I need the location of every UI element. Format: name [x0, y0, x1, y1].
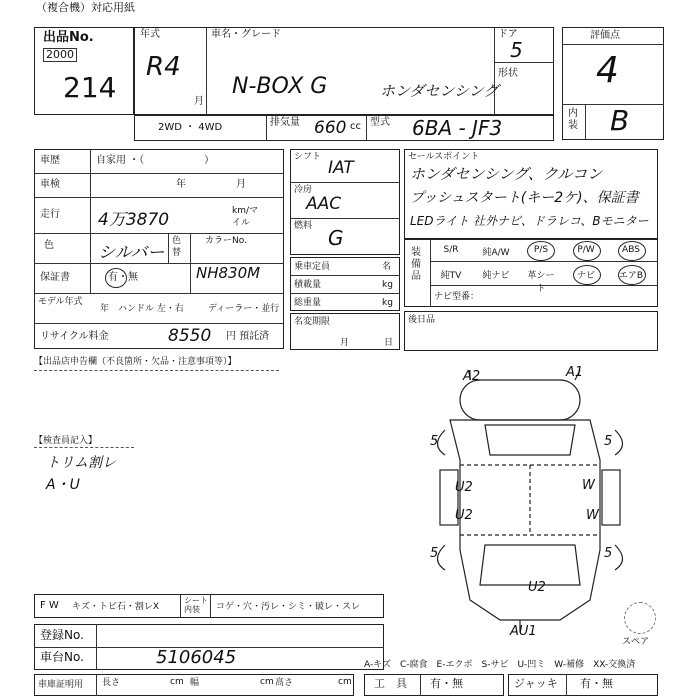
- warranty-circle: [105, 268, 127, 288]
- damage-w-rear: W: [586, 508, 599, 523]
- lot-stamp: 2000: [43, 48, 77, 62]
- aircon-label: 冷房: [294, 185, 313, 195]
- equip-alloy: 純A/W: [482, 248, 510, 258]
- equip-circle-airbag: [618, 265, 646, 285]
- aftermarket-box: [404, 311, 658, 351]
- fuel-value: G: [328, 226, 344, 250]
- equip-pw: P/W: [577, 245, 595, 255]
- door-label: ドア: [498, 29, 518, 40]
- lot-box: [34, 27, 134, 115]
- equip-airbag: エアB: [618, 271, 644, 281]
- model-code-value: 6BA - JF3: [412, 116, 503, 140]
- inspector-label: 【検査員記入】: [34, 436, 98, 446]
- equip-ps: P/S: [533, 245, 549, 255]
- damage-a2: A2: [463, 369, 481, 384]
- load-label: 積載量: [294, 280, 322, 290]
- drive-label: 2WD ・ 4WD: [158, 122, 223, 133]
- shift-label: シフト: [294, 152, 322, 162]
- recycle-value: 8550: [168, 326, 212, 346]
- inspection-year: 年: [176, 179, 186, 190]
- load-unit: kg: [382, 280, 393, 290]
- name-label: 車名・グレード: [211, 29, 281, 40]
- damage-a1: A1: [566, 365, 584, 380]
- spare-circle: [624, 602, 656, 634]
- inspector-note-2: A・U: [46, 477, 80, 493]
- equip-circle-pw: [573, 241, 601, 261]
- fw-label: F W: [40, 600, 59, 611]
- grade-name: ホンダセンシング: [380, 82, 499, 100]
- damage-au1: AU1: [510, 624, 537, 639]
- shape-label: 形状: [498, 68, 518, 79]
- weight-label: 総重量: [294, 298, 322, 308]
- equip-leather: 革シート: [527, 271, 555, 294]
- recycle-label: リサイクル料金: [40, 331, 109, 342]
- year-value: R4: [146, 52, 181, 82]
- tools-value: 有・無: [430, 677, 463, 690]
- tools-label: 工 具: [374, 677, 407, 690]
- history-label: 車歴: [40, 155, 60, 166]
- garage-cert-label: 車庫証明用: [38, 680, 84, 690]
- equip-circle-abs: [618, 241, 646, 261]
- handle-option: ハンドル 左・右: [118, 304, 184, 314]
- equipment-label: 装備品: [411, 247, 421, 282]
- capacity-label: 乗車定員: [294, 262, 331, 272]
- tire-front-left: 5: [430, 434, 439, 449]
- seat-options: コゲ・穴・汚レ・シミ・破レ・スレ: [216, 602, 361, 612]
- tire-rear-left: 5: [430, 546, 439, 561]
- displacement-unit: cc: [350, 121, 361, 132]
- year-month: 月: [194, 96, 204, 107]
- model-year-unit: 年: [100, 304, 110, 314]
- color-value: シルバー: [98, 243, 165, 263]
- equip-circle-ps: [527, 241, 555, 261]
- equip-abs: ABS: [622, 245, 640, 255]
- equip-navi-oem: 純ナビ: [482, 271, 510, 281]
- damage-w-right: W: [582, 478, 595, 493]
- sales-points-label: セールスポイント: [408, 152, 480, 162]
- score-value: 4: [596, 50, 619, 91]
- weight-unit: kg: [382, 298, 393, 308]
- dealer-option: ディーラー・並行: [208, 304, 280, 314]
- displacement-label: 排気量: [270, 117, 300, 128]
- door-value: 5: [510, 38, 523, 62]
- cert-height: 高さ: [275, 678, 294, 688]
- model-name: N-BOX G: [232, 74, 328, 99]
- jack-value: 有・無: [580, 677, 613, 690]
- form-note: （複合機）対応用紙: [36, 1, 135, 14]
- sales-point-1: ホンダセンシング、クルコン: [410, 165, 603, 183]
- reg-change-day: 日: [384, 338, 394, 348]
- registration-label: 登録No.: [40, 628, 84, 642]
- chassis-value: 5106045: [156, 647, 237, 668]
- aircon-value: AAC: [306, 194, 342, 214]
- year-label: 年式: [140, 29, 160, 40]
- jack-label: ジャッキ: [514, 677, 558, 690]
- equip-sr: S/R: [443, 245, 459, 255]
- inspection-label: 車検: [40, 179, 60, 190]
- fuel-label: 燃料: [294, 221, 313, 231]
- interior-value: B: [610, 104, 630, 137]
- navi-model-label: ナビ型番：: [434, 292, 480, 302]
- cert-width: 幅: [190, 678, 200, 688]
- capacity-unit: 名: [382, 262, 392, 272]
- reg-change-label: 名変期限: [294, 317, 331, 327]
- spare-label: スペア: [622, 637, 650, 647]
- seat-label: シート内装: [184, 596, 208, 614]
- interior-label: 内装: [568, 108, 578, 131]
- sales-point-3: LEDライト 社外ナビ、ドラレコ、Bモニター: [410, 214, 649, 228]
- lot-number: 214: [63, 71, 117, 104]
- displacement-value: 660: [314, 118, 347, 138]
- warranty-value: 有・無: [108, 272, 138, 283]
- tire-front-right: 5: [604, 434, 613, 449]
- color-code-label: カラーNo.: [205, 236, 247, 246]
- damage-u2-bottom: U2: [528, 580, 546, 595]
- history-value: 自家用 ・（ ）: [96, 155, 215, 166]
- model-year-label: モデル年式: [38, 297, 83, 307]
- inspection-month: 月: [236, 179, 246, 190]
- chassis-label: 車台No.: [40, 650, 84, 664]
- cert-length: 長さ: [102, 678, 121, 688]
- score-label: 評価点: [590, 30, 620, 41]
- color-label: 色: [44, 240, 54, 251]
- car-diagram: [410, 370, 650, 640]
- cert-width-unit: cm: [260, 677, 274, 687]
- color-code-value: NH830M: [196, 264, 261, 282]
- sales-point-2: プッシュスタート(キー2ケ)、保証書: [410, 190, 639, 206]
- damage-u2-rear: U2: [455, 508, 473, 523]
- mileage-unit: km/マイル: [232, 206, 259, 228]
- damage-u2-left: U2: [455, 480, 473, 495]
- mileage-value: 4万3870: [98, 210, 170, 230]
- inspector-note-1: トリム割レ: [46, 455, 116, 471]
- model-code-label: 型式: [370, 117, 390, 128]
- aftermarket-label: 後日品: [408, 315, 436, 325]
- equip-circle-navi: [573, 265, 601, 285]
- damage-legend: A-キズ C-腐食 E-エクボ S-サビ U-凹ミ W-補修 XX-交換済: [364, 660, 636, 670]
- color-change-label: 色替: [172, 236, 182, 258]
- lot-label: 出品No.: [43, 30, 94, 45]
- remarks-label: 【出品店申告欄（不良箇所・欠品・注意事項等）】: [34, 357, 237, 367]
- warranty-label: 保証書: [40, 272, 70, 283]
- tire-rear-right: 5: [604, 546, 613, 561]
- reg-change-month: 月: [340, 338, 350, 348]
- shift-value: IAT: [328, 158, 354, 178]
- equip-tv: 純TV: [440, 271, 462, 281]
- equip-navi: ナビ: [576, 271, 595, 281]
- cert-length-unit: cm: [170, 677, 184, 687]
- fw-options: キズ・トビ石・割レX: [72, 602, 159, 612]
- cert-height-unit: cm: [338, 677, 352, 687]
- mileage-label: 走行: [40, 209, 60, 220]
- recycle-unit: 円 預託済: [226, 331, 270, 342]
